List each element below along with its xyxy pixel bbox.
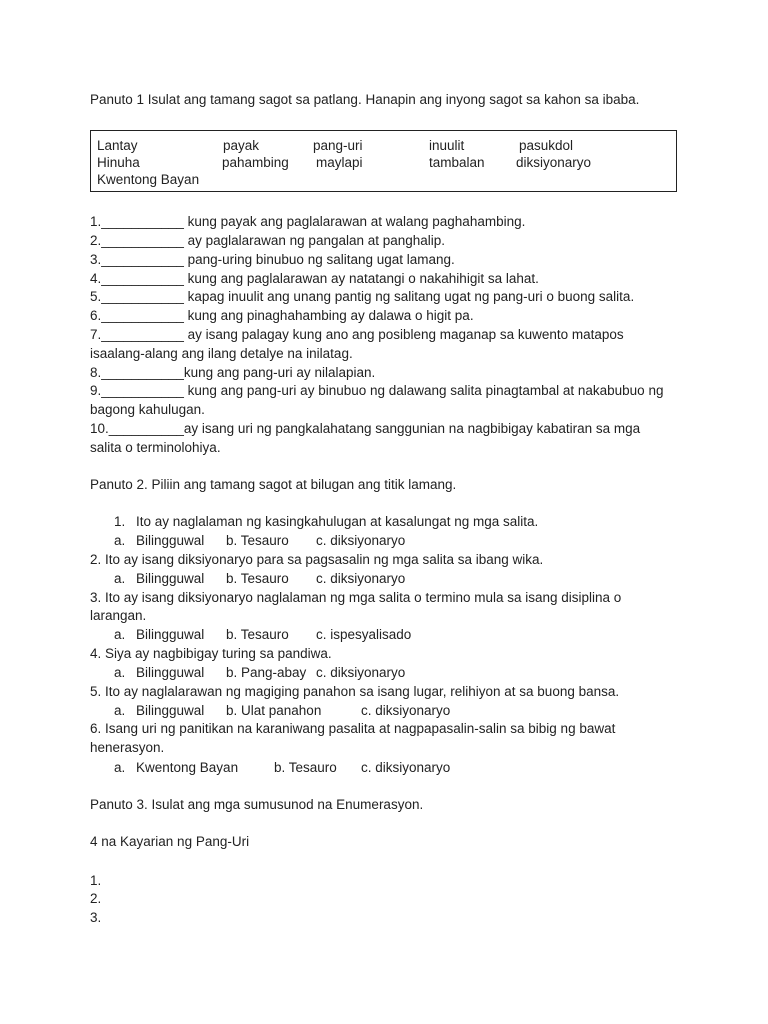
p2-q2-option-b: b. Tesauro [226, 571, 289, 586]
p2-q4-option-a: Bilingguwal [136, 665, 205, 680]
word-payak: payak [223, 138, 260, 153]
p2-q6-text-cont: henerasyon. [90, 740, 165, 755]
p2-q5-text: 5. Ito ay naglalarawan ng magiging panahon sa isang lugar, relihiyon at sa buong bansa. [90, 684, 620, 699]
p2-q3-option-a: Bilingguwal [136, 627, 205, 642]
panuto3-heading: Panuto 3. Isulat ang mga sumusunod na Enumerasyon. [90, 797, 424, 812]
p2-q3-text-cont: larangan. [90, 608, 147, 623]
panuto2-heading: Panuto 2. Piliin ang tamang sagot at bilugan ang titik lamang. [90, 477, 457, 492]
p1-item-6: 6.___________ kung ang pinaghahambing ay dalawa o higit pa. [90, 308, 474, 323]
p2-q5-option-a: Bilingguwal [136, 703, 205, 718]
enumeration-item-3: 3. [90, 910, 102, 925]
p2-q5-option-c: c. diksiyonaryo [361, 703, 451, 718]
p2-q6-option-a: Kwentong Bayan [136, 760, 239, 775]
word-pang-uri: pang-uri [313, 138, 363, 153]
p2-q4-option-a-marker: a. [114, 665, 126, 680]
word-lantay: Lantay [97, 138, 138, 153]
word-hinuha: Hinuha [97, 155, 140, 170]
p2-q2-option-a-marker: a. [114, 571, 126, 586]
p2-q1-number: 1. [114, 514, 126, 529]
panuto3-subheading: 4 na Kayarian ng Pang-Uri [90, 834, 250, 849]
word-kwentong-bayan: Kwentong Bayan [97, 172, 200, 187]
p2-q2-option-c: c. diksiyonaryo [316, 571, 406, 586]
p2-q3-option-a-marker: a. [114, 627, 126, 642]
p2-q1-option-c: c. diksiyonaryo [316, 533, 406, 548]
p2-q6-text: 6. Isang uri ng panitikan na karaniwang pasalita at nagpapasalin-salin sa bibig ng bawat [90, 721, 616, 736]
p2-q5-option-b: b. Ulat panahon [226, 703, 322, 718]
word-diksiyonaryo: diksiyonaryo [516, 155, 592, 170]
p2-q5-option-a-marker: a. [114, 703, 126, 718]
p2-q4-option-b: b. Pang-abay [226, 665, 307, 680]
p1-item-10-cont: salita o terminolohiya. [90, 440, 221, 455]
word-tambalan: tambalan [429, 155, 485, 170]
p1-item-4: 4.___________ kung ang paglalarawan ay natatangi o nakahihigit sa lahat. [90, 271, 539, 286]
p2-q4-text: 4. Siya ay nagbibigay turing sa pandiwa. [90, 646, 332, 661]
p1-item-5: 5.___________ kapag inuulit ang unang pantig ng salitang ugat ng pang-uri o buong salita. [90, 289, 635, 304]
word-bank-box [90, 130, 677, 192]
p2-q6-option-b: b. Tesauro [274, 760, 337, 775]
word-maylapi: maylapi [316, 155, 363, 170]
p1-item-1: 1.___________ kung payak ang paglalarawan at walang paghahambing. [90, 214, 526, 229]
p1-item-2: 2.___________ ay paglalarawan ng pangalan at panghalip. [90, 233, 446, 248]
p2-q1-text: Ito ay naglalaman ng kasingkahulugan at kasalungat ng mga salita. [136, 514, 539, 529]
p1-item-9: 9.___________ kung ang pang-uri ay binubuo ng dalawang salita pinagtambal at nakabubuo ng [90, 383, 664, 398]
word-pahambing: pahambing [222, 155, 289, 170]
p2-q3-option-c: c. ispesyalisado [316, 627, 412, 642]
enumeration-item-2: 2. [90, 891, 102, 906]
p2-q1-option-a: Bilingguwal [136, 533, 205, 548]
p1-item-7-cont: isaalang-alang ang ilang detalye na inilatag. [90, 346, 353, 361]
p2-q1-option-b: b. Tesauro [226, 533, 289, 548]
enumeration-item-1: 1. [90, 873, 102, 888]
p1-item-9-cont: bagong kahulugan. [90, 402, 205, 417]
p2-q3-text: 3. Ito ay isang diksiyonaryo naglalaman ng mga salita o termino mula sa isang disiplina o [90, 590, 622, 605]
p1-item-7: 7.___________ ay isang palagay kung ano ang posibleng maganap sa kuwento matapos [90, 327, 624, 342]
p2-q2-option-a: Bilingguwal [136, 571, 205, 586]
word-inuulit: inuulit [429, 138, 465, 153]
panuto1-heading: Panuto 1 Isulat ang tamang sagot sa patlang. Hanapin ang inyong sagot sa kahon sa ibaba. [90, 92, 640, 107]
word-pasukdol: pasukdol [519, 138, 574, 153]
p1-item-10: 10.__________ay isang uri ng pangkalahatang sanggunian na nagbibigay kabatiran sa mga [90, 421, 641, 436]
p1-item-8: 8.___________kung ang pang-uri ay nilalapian. [90, 365, 376, 380]
p2-q6-option-a-marker: a. [114, 760, 126, 775]
p1-item-3: 3.___________ pang-uring binubuo ng salitang ugat lamang. [90, 252, 455, 267]
p2-q6-option-c: c. diksiyonaryo [361, 760, 451, 775]
p2-q4-option-c: c. diksiyonaryo [316, 665, 406, 680]
p2-q3-option-b: b. Tesauro [226, 627, 289, 642]
p2-q1-option-a-marker: a. [114, 533, 126, 548]
p2-q2-text: 2. Ito ay isang diksiyonaryo para sa pagsasalin ng mga salita sa ibang wika. [90, 552, 544, 567]
